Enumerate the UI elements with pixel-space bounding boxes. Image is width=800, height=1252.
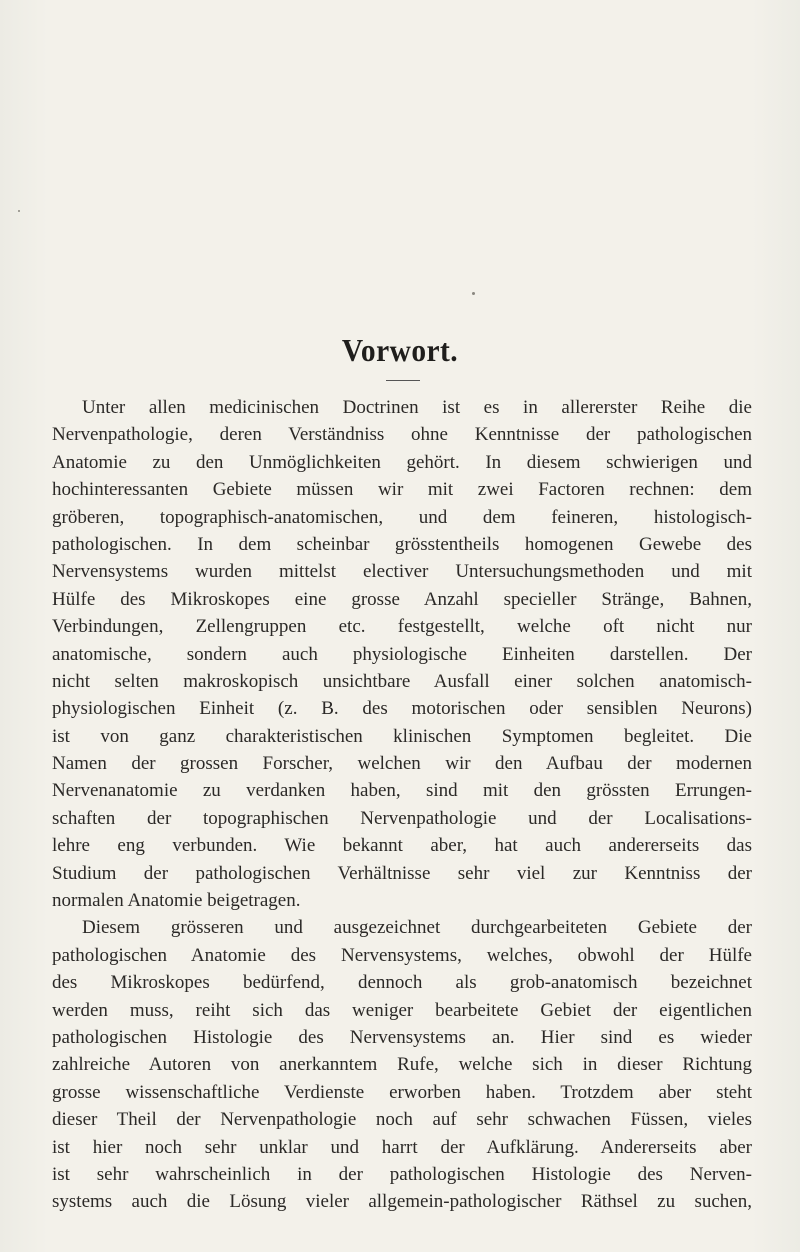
- text-line: Nervenpathologie, deren Verständniss ohne Kenntnisse der pathologischen: [52, 424, 752, 446]
- text-line: Hülfe des Mikroskopes eine grosse Anzahl specieller Stränge, Bahnen,: [52, 588, 752, 610]
- text-line: ist sehr wahrscheinlich in der pathologischen Histologie des Nerven-: [52, 1163, 752, 1185]
- text-line: ist hier noch sehr unklar und harrt der Aufklärung. Andererseits aber: [52, 1136, 752, 1158]
- text-line: schaften der topographischen Nervenpathologie und der Localisations-: [52, 807, 752, 829]
- text-line: dieser Theil der Nervenpathologie noch auf sehr schwachen Füssen, vieles: [52, 1109, 752, 1131]
- text-line: werden muss, reiht sich das weniger bearbeitete Gebiet der eigentlichen: [52, 999, 752, 1021]
- text-line: Verbindungen, Zellengruppen etc. festgestellt, welche oft nicht nur: [52, 616, 752, 638]
- text-line: hochinteressanten Gebiete müssen wir mit zwei Factoren rechnen: dem: [52, 479, 752, 501]
- text-line: zahlreiche Autoren von anerkanntem Rufe, welche sich in dieser Richtung: [52, 1054, 752, 1076]
- body-text: [52, 394, 752, 1216]
- page-title: Vorwort.: [341, 332, 459, 368]
- text-line: systems auch die Lösung vieler allgemein-pathologischer Räthsel zu suchen,: [52, 1191, 752, 1213]
- text-line: Diesem grösseren und ausgezeichnet durchgearbeiteten Gebiete der: [82, 917, 752, 939]
- paper-speck: [18, 210, 20, 212]
- text-line: normalen Anatomie beigetragen.: [52, 890, 301, 912]
- text-line: Unter allen medicinischen Doctrinen ist es in allererster Reihe die: [82, 397, 752, 418]
- text-line: grosse wissenschaftliche Verdienste erworben haben. Trotzdem aber steht: [52, 1081, 752, 1103]
- text-line: Nervensystems wurden mittelst electiver Untersuchungsmethoden und mit: [52, 561, 752, 583]
- text-line: nicht selten makroskopisch unsichtbare Ausfall einer solchen anatomisch-: [52, 670, 752, 692]
- text-line: ist von ganz charakteristischen klinischen Symptomen begleitet. Die: [52, 725, 752, 747]
- text-line: des Mikroskopes bedürfend, dennoch als grob-anatomisch bezeichnet: [52, 972, 752, 994]
- text-line: Nervenanatomie zu verdanken haben, sind mit den grössten Errungen-: [52, 780, 752, 802]
- text-line: pathologischen Histologie des Nervensystems an. Hier sind es wieder: [52, 1026, 752, 1048]
- paper-speck: [472, 292, 475, 295]
- text-line: pathologischen Anatomie des Nervensystems, welches, obwohl der Hülfe: [52, 944, 752, 966]
- text-line: gröberen, topographisch-anatomischen, und dem feineren, histologisch-: [52, 506, 752, 528]
- text-line: Studium der pathologischen Verhältnisse sehr viel zur Kenntniss der: [52, 862, 752, 884]
- text-line: pathologischen. In dem scheinbar grösstentheils homogenen Gewebe des: [52, 533, 752, 555]
- text-line: lehre eng verbunden. Wie bekannt aber, hat auch andererseits das: [52, 835, 752, 857]
- text-line: Namen der grossen Forscher, welchen wir den Aufbau der modernen: [52, 753, 752, 775]
- text-line: physiologischen Einheit (z. B. des motorischen oder sensiblen Neurons): [52, 698, 752, 720]
- title-divider: [386, 380, 420, 381]
- text-line: Anatomie zu den Unmöglichkeiten gehört. In diesem schwierigen und: [52, 451, 752, 473]
- text-line: anatomische, sondern auch physiologische Einheiten darstellen. Der: [52, 643, 752, 665]
